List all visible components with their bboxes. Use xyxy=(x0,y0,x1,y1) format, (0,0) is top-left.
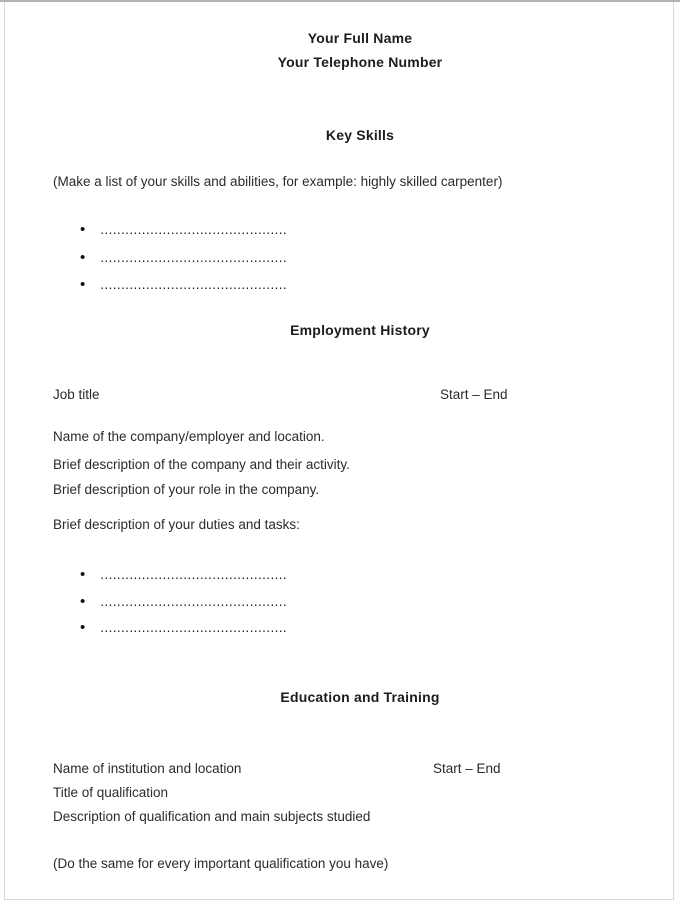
dotted-fill-line: ............................................. xyxy=(100,620,288,635)
duty-bullet-item xyxy=(80,619,287,637)
institution-label: Name of institution and location xyxy=(53,761,242,776)
bullet-icon: • xyxy=(80,593,86,610)
duties-label: Brief description of your duties and tasks: xyxy=(53,517,300,532)
education-date-range-label: Start – End xyxy=(433,761,501,776)
bullet-icon: • xyxy=(80,276,86,293)
key-skills-instruction: (Make a list of your skills and abilities, for example: highly skilled carpenter) xyxy=(53,174,503,189)
dotted-fill-line: ............................................. xyxy=(100,567,288,582)
page-border-bottom xyxy=(4,899,674,900)
key-skills-heading: Key Skills xyxy=(325,127,395,143)
skill-bullet-item xyxy=(80,221,287,239)
qualification-description-line: Description of qualification and main subjects studied xyxy=(53,809,371,824)
skill-bullet-item xyxy=(80,249,287,267)
bullet-icon: • xyxy=(80,619,86,636)
page-border-left xyxy=(4,2,5,900)
bullet-icon: • xyxy=(80,249,86,266)
full-name-heading: Your Full Name xyxy=(307,30,413,46)
education-note: (Do the same for every important qualification you have) xyxy=(53,856,389,871)
bullet-icon: • xyxy=(80,221,86,238)
skill-bullet-item xyxy=(80,276,287,294)
company-role-line: Brief description of your role in the company. xyxy=(53,482,320,497)
duty-bullet-item xyxy=(80,566,287,584)
bullet-icon: • xyxy=(80,566,86,583)
dotted-fill-line: ............................................. xyxy=(100,222,288,237)
education-heading: Education and Training xyxy=(280,689,440,705)
dotted-fill-line: ............................................. xyxy=(100,250,288,265)
dotted-fill-line: ............................................. xyxy=(100,277,288,292)
job-title-label: Job title xyxy=(53,387,100,402)
employment-date-range-label: Start – End xyxy=(440,387,508,402)
duty-bullet-item xyxy=(80,593,287,611)
qualification-title-line: Title of qualification xyxy=(53,785,169,800)
employment-history-heading: Employment History xyxy=(290,322,430,338)
page-border-top xyxy=(0,0,680,2)
company-name-line: Name of the company/employer and location. xyxy=(53,429,325,444)
dotted-fill-line: ............................................. xyxy=(100,594,288,609)
company-activity-line: Brief description of the company and their activity. xyxy=(53,457,350,472)
telephone-heading: Your Telephone Number xyxy=(277,54,443,70)
